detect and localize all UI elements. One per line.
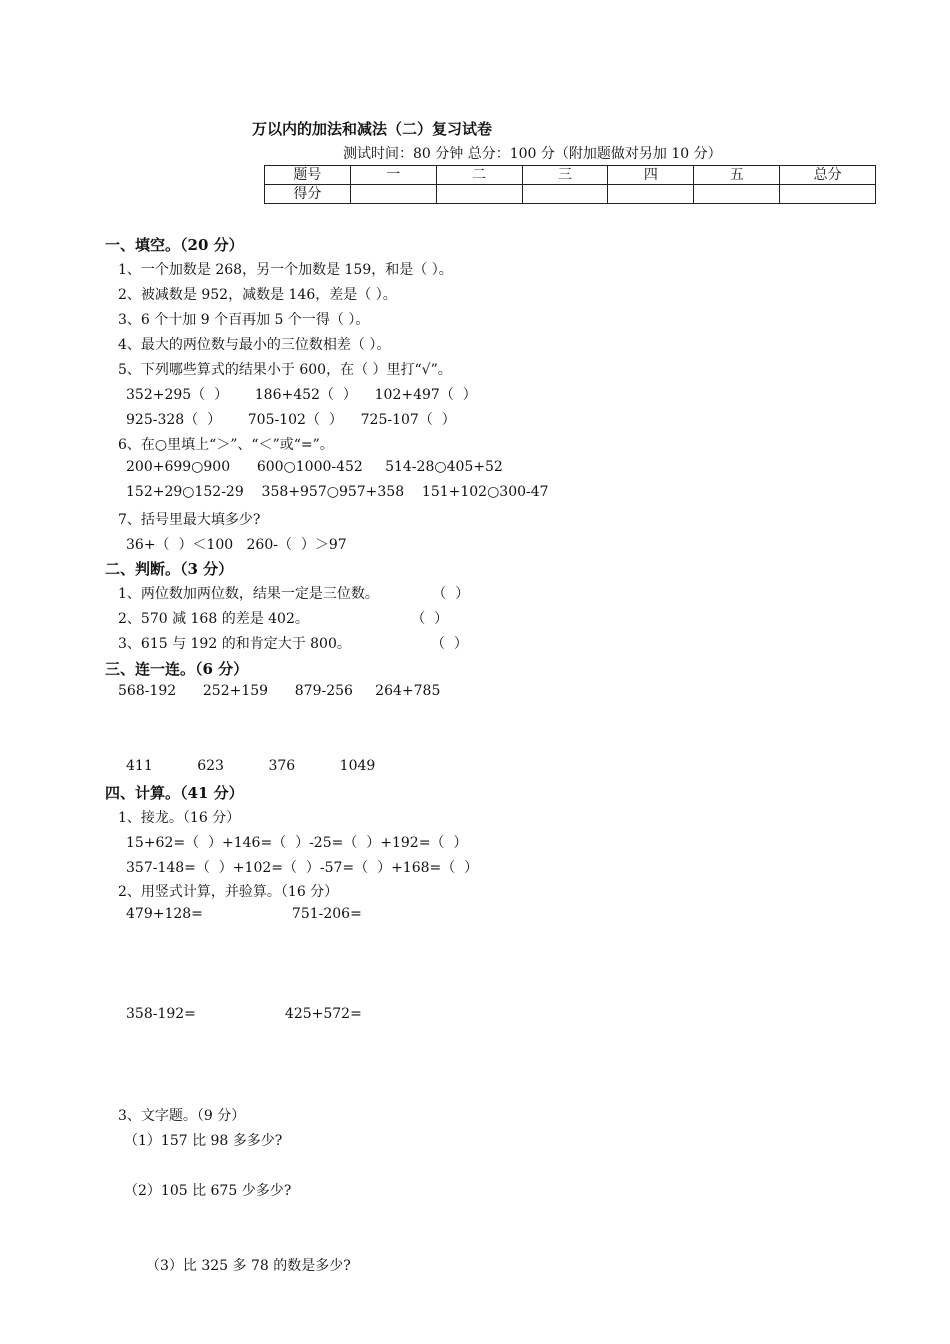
question-1-4: 4、最大的两位数与最小的三位数相差（ ）。 <box>118 337 391 353</box>
vertical-calc-row-b: 358-192= 425+572= <box>126 1006 362 1022</box>
score-label-cell: 得分 <box>265 185 351 204</box>
judge-2: 2、570 减 168 的差是 402。 （ ） <box>118 611 449 627</box>
match-results: 411 623 376 1049 <box>126 758 376 774</box>
score-table-header-row <box>265 166 876 185</box>
score-header-cell: 题号 <box>265 166 351 185</box>
question-1-1: 1、一个加数是 268，另一个加数是 159，和是（ ）。 <box>118 262 453 278</box>
judge-3: 3、615 与 192 的和肯定大于 800。 （ ） <box>118 636 468 652</box>
word-problem-2: （2）105 比 675 少多少? <box>124 1183 292 1199</box>
score-blank-cell[interactable] <box>694 185 780 204</box>
score-header-cell: 三 <box>522 166 608 185</box>
question-1-7: 7、括号里最大填多少? <box>118 512 261 528</box>
section-1-heading: 一、填空。（20 分） <box>105 236 244 254</box>
score-blank-cell[interactable] <box>436 185 522 204</box>
word-problem-1: （1）157 比 98 多多少? <box>124 1133 283 1149</box>
score-blank-cell[interactable] <box>780 185 876 204</box>
match-expressions: 568-192 252+159 879-256 264+785 <box>118 683 441 699</box>
vertical-calc-row-a: 479+128= 751-206= <box>126 906 362 922</box>
question-1-6-row-a: 200+699○900 600○1000-452 514-28○405+52 <box>126 459 503 475</box>
judge-1: 1、两位数加两位数，结果一定是三位数。 （ ） <box>118 586 470 602</box>
question-1-7-row: 36+（ ）＜100 260-（ ）＞97 <box>126 537 347 553</box>
score-header-cell: 总分 <box>780 166 876 185</box>
score-header-cell: 四 <box>608 166 694 185</box>
score-blank-cell[interactable] <box>522 185 608 204</box>
section-2-heading: 二、判断。（3 分） <box>105 560 234 578</box>
question-1-3: 3、6 个十加 9 个百再加 5 个一得（ ）。 <box>118 312 370 328</box>
score-blank-cell[interactable] <box>608 185 694 204</box>
question-1-6-row-b: 152+29○152-29 358+957○957+358 151+102○300-47 <box>126 484 549 500</box>
test-info: 测试时间：80 分钟 总分：100 分（附加题做对另加 10 分） <box>343 146 722 162</box>
page-title: 万以内的加法和减法（二）复习试卷 <box>252 120 493 138</box>
score-header-cell: 二 <box>436 166 522 185</box>
question-1-5: 5、下列哪些算式的结果小于 600，在（ ）里打“√”。 <box>118 362 452 378</box>
chain-row-a: 15+62=（ ）+146=（ ）-25=（ ）+192=（ ） <box>126 835 468 851</box>
score-table <box>264 165 876 204</box>
question-1-5-row-a: 352+295（ ） 186+452（ ） 102+497（ ） <box>126 387 477 403</box>
score-table-score-row <box>265 185 876 204</box>
calc-2-heading: 2、用竖式计算，并验算。（16 分） <box>118 884 339 900</box>
chain-row-b: 357-148=（ ）+102=（ ）-57=（ ）+168=（ ） <box>126 860 479 876</box>
score-header-cell: 一 <box>350 166 436 185</box>
score-header-cell: 五 <box>694 166 780 185</box>
word-problem-3: （3）比 325 多 78 的数是多少? <box>146 1258 351 1274</box>
question-1-6: 6、在○里填上“＞”、“＜”或“=”。 <box>118 437 334 453</box>
question-1-2: 2、被减数是 952，减数是 146，差是（ ）。 <box>118 287 397 303</box>
score-blank-cell[interactable] <box>350 185 436 204</box>
question-1-5-row-b: 925-328（ ） 705-102（ ） 725-107（ ） <box>126 412 456 428</box>
calc-3-heading: 3、文字题。（9 分） <box>118 1108 246 1124</box>
section-3-heading: 三、连一连。（6 分） <box>105 660 249 678</box>
calc-1-heading: 1、接龙。（16 分） <box>118 810 241 826</box>
section-4-heading: 四、计算。（41 分） <box>105 784 244 802</box>
